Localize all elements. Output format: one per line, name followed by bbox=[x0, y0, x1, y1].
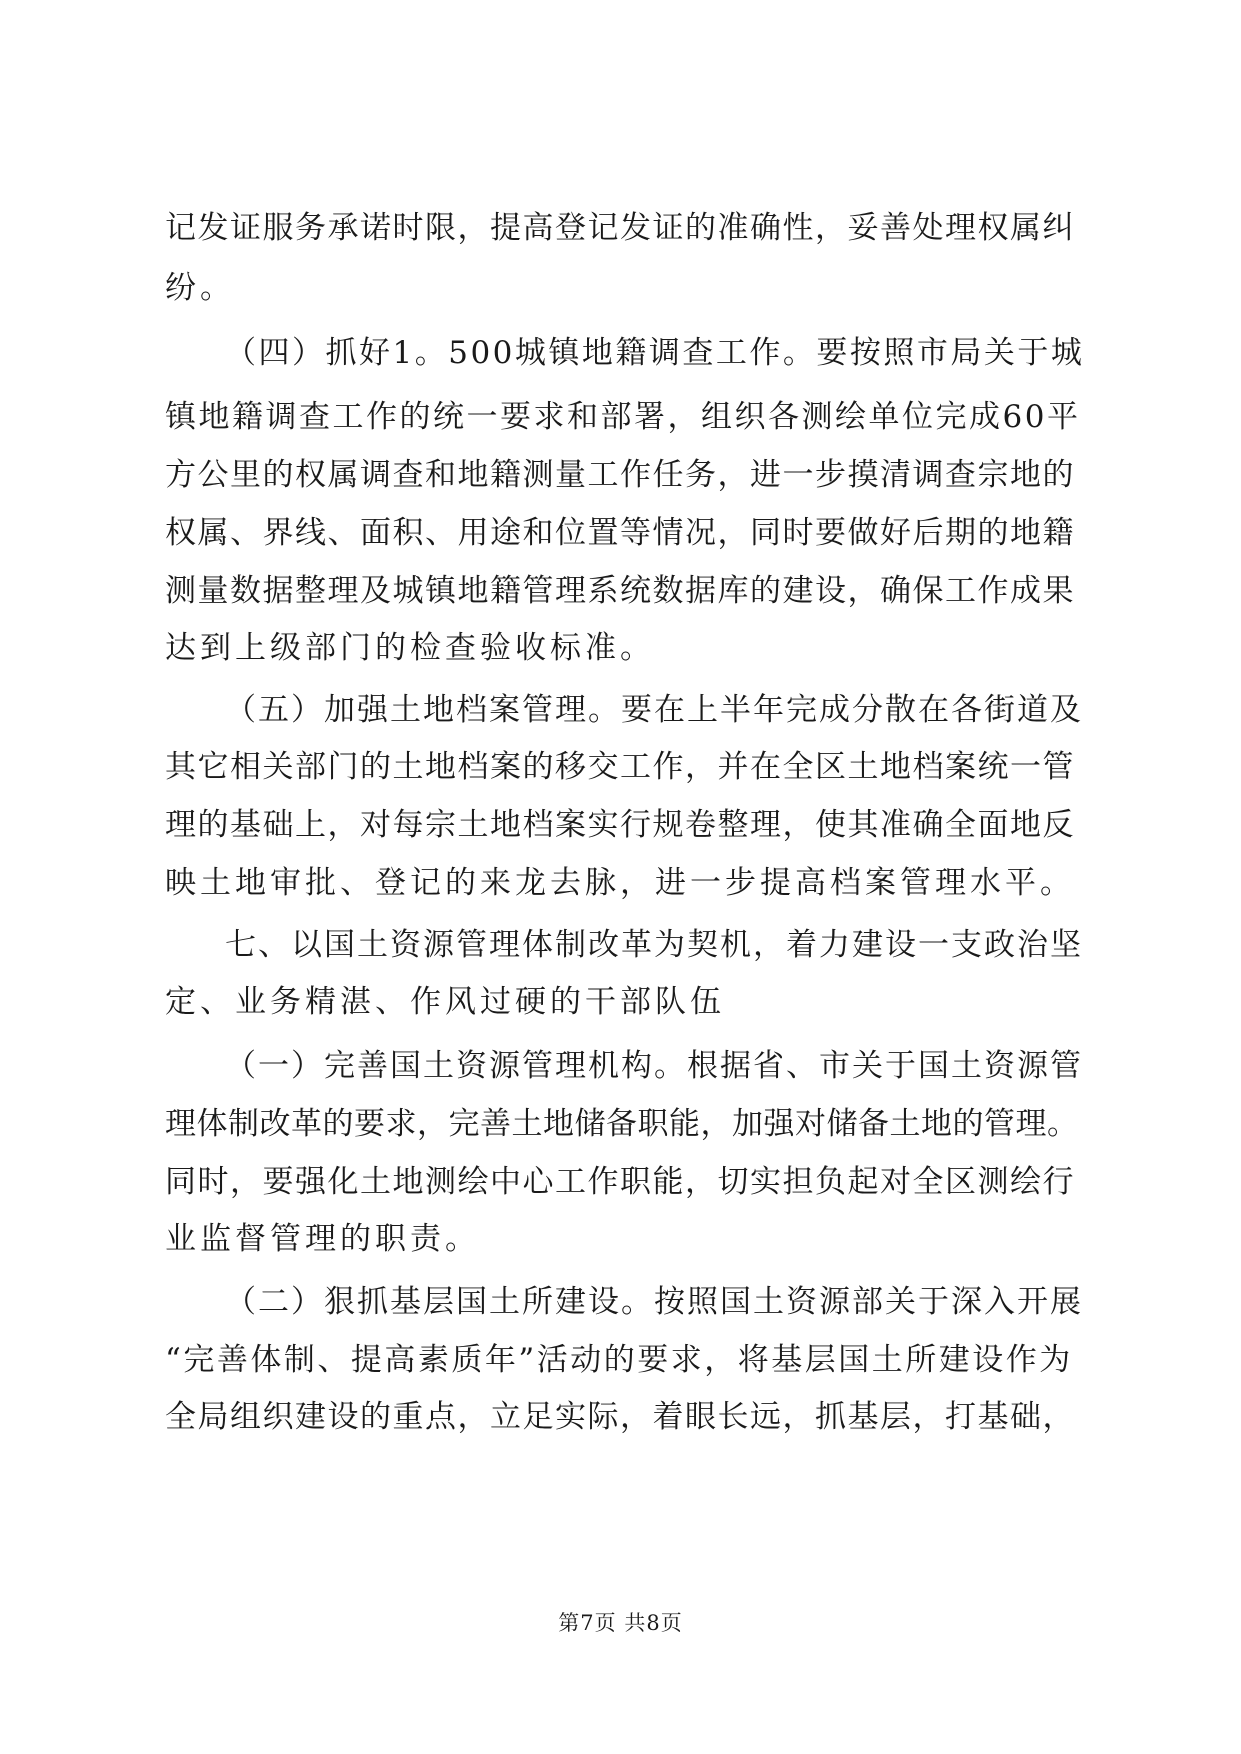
body-text-line: 理体制改革的要求，完善土地储备职能，加强对储备土地的管理。 bbox=[165, 1106, 1079, 1142]
body-text-line: 镇地籍调查工作的统一要求和部署，组织各测绘单位完成60平 bbox=[165, 399, 1081, 435]
body-text-line: “完善体制、提高素质年”活动的要求，将基层国土所建设作为 bbox=[165, 1342, 1073, 1378]
body-text-line: 全局组织建设的重点，立足实际，着眼长远，抓基层，打基础， bbox=[165, 1399, 1075, 1435]
body-text-line: 测量数据整理及城镇地籍管理系统数据库的建设，确保工作成果 bbox=[165, 573, 1075, 609]
section-heading-line: 定、业务精湛、作风过硬的干部队伍 bbox=[165, 984, 725, 1020]
page-number-footer: 第7页 共8页 bbox=[558, 1611, 683, 1635]
body-text-line: 理的基础上，对每宗土地档案实行规卷整理，使其准确全面地反 bbox=[165, 807, 1075, 843]
body-text-line: 同时，要强化土地测绘中心工作职能，切实担负起对全区测绘行 bbox=[165, 1164, 1075, 1200]
body-text-line: （四）抓好1。500城镇地籍调查工作。要按照市局关于城 bbox=[225, 335, 1085, 371]
body-text-line: 达到上级部门的检查验收标准。 bbox=[165, 630, 655, 666]
body-text-line: 权属、界线、面积、用途和位置等情况，同时要做好后期的地籍 bbox=[165, 515, 1075, 551]
body-text-line: 纷。 bbox=[165, 270, 235, 306]
body-text-line: （二）狠抓基层国土所建设。按照国土资源部关于深入开展 bbox=[225, 1284, 1083, 1320]
body-text-line: 记发证服务承诺时限，提高登记发证的准确性，妥善处理权属纠 bbox=[165, 210, 1075, 246]
body-text-line: （五）加强土地档案管理。要在上半年完成分散在各街道及 bbox=[225, 692, 1083, 728]
body-text-line: （一）完善国土资源管理机构。根据省、市关于国土资源管 bbox=[225, 1048, 1083, 1084]
section-heading-line: 七、以国土资源管理体制改革为契机，着力建设一支政治坚 bbox=[225, 927, 1083, 963]
body-text-line: 方公里的权属调查和地籍测量工作任务，进一步摸清调查宗地的 bbox=[165, 457, 1075, 493]
body-text-line: 其它相关部门的土地档案的移交工作，并在全区土地档案统一管 bbox=[165, 749, 1075, 785]
body-text-line: 业监督管理的职责。 bbox=[165, 1221, 480, 1257]
body-text-line: 映土地审批、登记的来龙去脉，进一步提高档案管理水平。 bbox=[165, 865, 1075, 901]
